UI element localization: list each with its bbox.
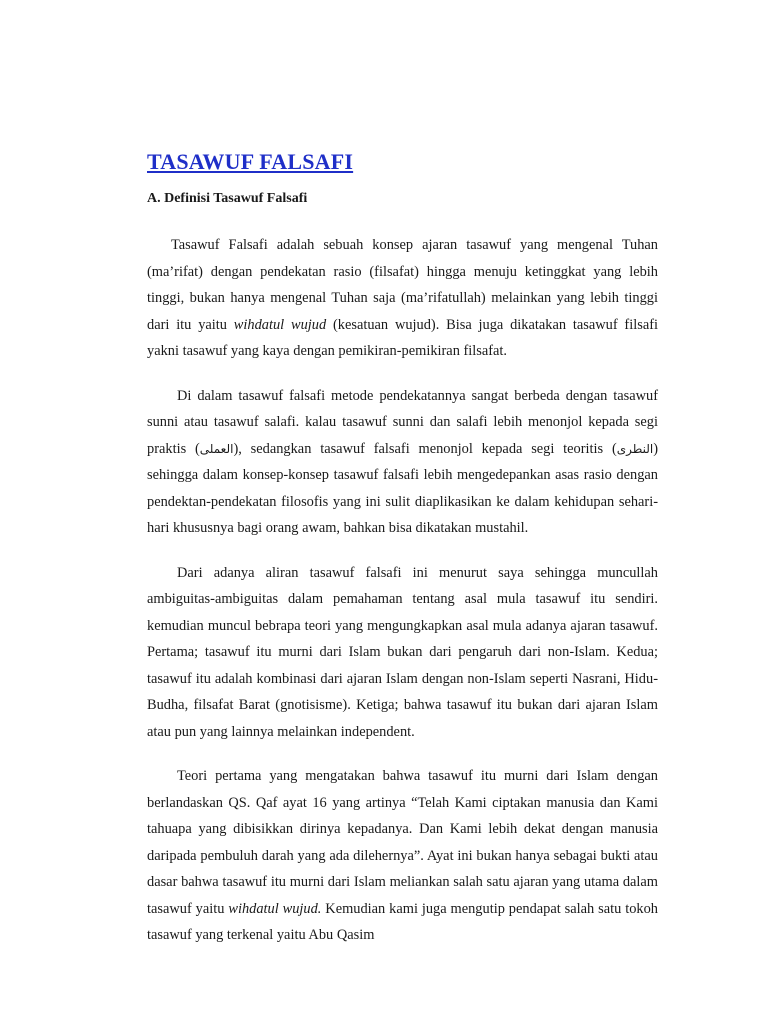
paragraph-4-text-b: Kemudian kami juga mengutip pendapat salah satu tokoh tasawuf yang terkenal yaitu Abu Qasim bbox=[147, 900, 658, 943]
paragraph-1 bbox=[147, 232, 658, 365]
section-heading: A. Definisi Tasawuf Falsafi bbox=[147, 191, 308, 206]
paragraph-2-text-c: ) sehingga dalam konsep-konsep tasawuf falsafi lebih mengedepankan asas rasio dengan pendektan-pendekatan filosofis yang ini sulit diaplikasikan ke dalam kehidupan sehari-hari khususnya bagi orang awam, bahkan bisa dikatakan mustahil. bbox=[147, 440, 658, 536]
paragraph-4-emphasis: wihdatul wujud. bbox=[228, 900, 322, 917]
arabic-term-practical: العملى bbox=[199, 441, 234, 456]
paragraph-2-text-b: ), sedangkan tasawuf falsafi menonjol kepada segi teoritis ( bbox=[233, 440, 617, 457]
paragraph-2 bbox=[147, 383, 658, 542]
document-body bbox=[147, 232, 658, 967]
arabic-term-theoretical: النطرى bbox=[616, 441, 654, 456]
paragraph-4-text-a: Teori pertama yang mengatakan bahwa tasawuf itu murni dari Islam dengan berlandaskan QS. Qaf ayat 16 yang artinya “Telah Kami ciptakan manusia dan Kami tahuapa yang dibisikkan dirinya kepadanya. Dan Kami lebih dekat dengan manusia daripada pembuluh darah yang ada dilehernya”. Ayat ini bukan hanya sebagai bukti atau dasar bahwa tasawuf itu murni dari Islam meliankan salah satu ajaran yang utama dalam tasawuf yaitu bbox=[147, 768, 658, 917]
paragraph-2-text-a: Di dalam tasawuf falsafi metode pendekatannya sangat berbeda dengan tasawuf sunni atau tasawuf salafi. kalau tasawuf sunni dan salafi lebih menonjol kepada segi praktis ( bbox=[147, 387, 658, 457]
paragraph-3: Dari adanya aliran tasawuf falsafi ini menurut saya sehingga muncullah ambiguitas-ambiguitas dalam pemahaman tentang asal mula tasawuf itu sendiri. kemudian muncul bebrapa teori yang mengungkapkan asal mula adanya ajaran tasawuf. Pertama; tasawuf itu murni dari Islam bukan dari pengaruh dari non-Islam. Kedua; tasawuf itu adalah kombinasi dari ajaran Islam dengan non-Islam seperti Nasrani, Hidu-Budha, filsafat Barat (gnotisisme). Ketiga; bahwa tasawuf itu bukan dari ajaran Islam atau pun yang lainnya melainkan independent. bbox=[147, 564, 658, 740]
paragraph-1-text-b: (kesatuan wujud). Bisa juga dikatakan tasawuf filsafi yakni tasawuf yang kaya dengan pemikiran-pemikiran filsafat. bbox=[147, 316, 659, 359]
document-title: TASAWUF FALSAFI bbox=[147, 149, 354, 174]
paragraph-1-text-a: Tasawuf Falsafi adalah sebuah konsep ajaran tasawuf yang mengenal Tuhan (ma’rifat) dengan pendekatan rasio (filsafat) hingga menuju ketinggkat yang lebih tinggi, bukan hanya mengenal Tuhan saja (ma’rifatullah) melainkan yang lebih tinggi dari itu yaitu bbox=[147, 237, 658, 333]
paragraph-1-emphasis: wihdatul wujud bbox=[233, 316, 327, 333]
paragraph-4 bbox=[147, 763, 658, 949]
